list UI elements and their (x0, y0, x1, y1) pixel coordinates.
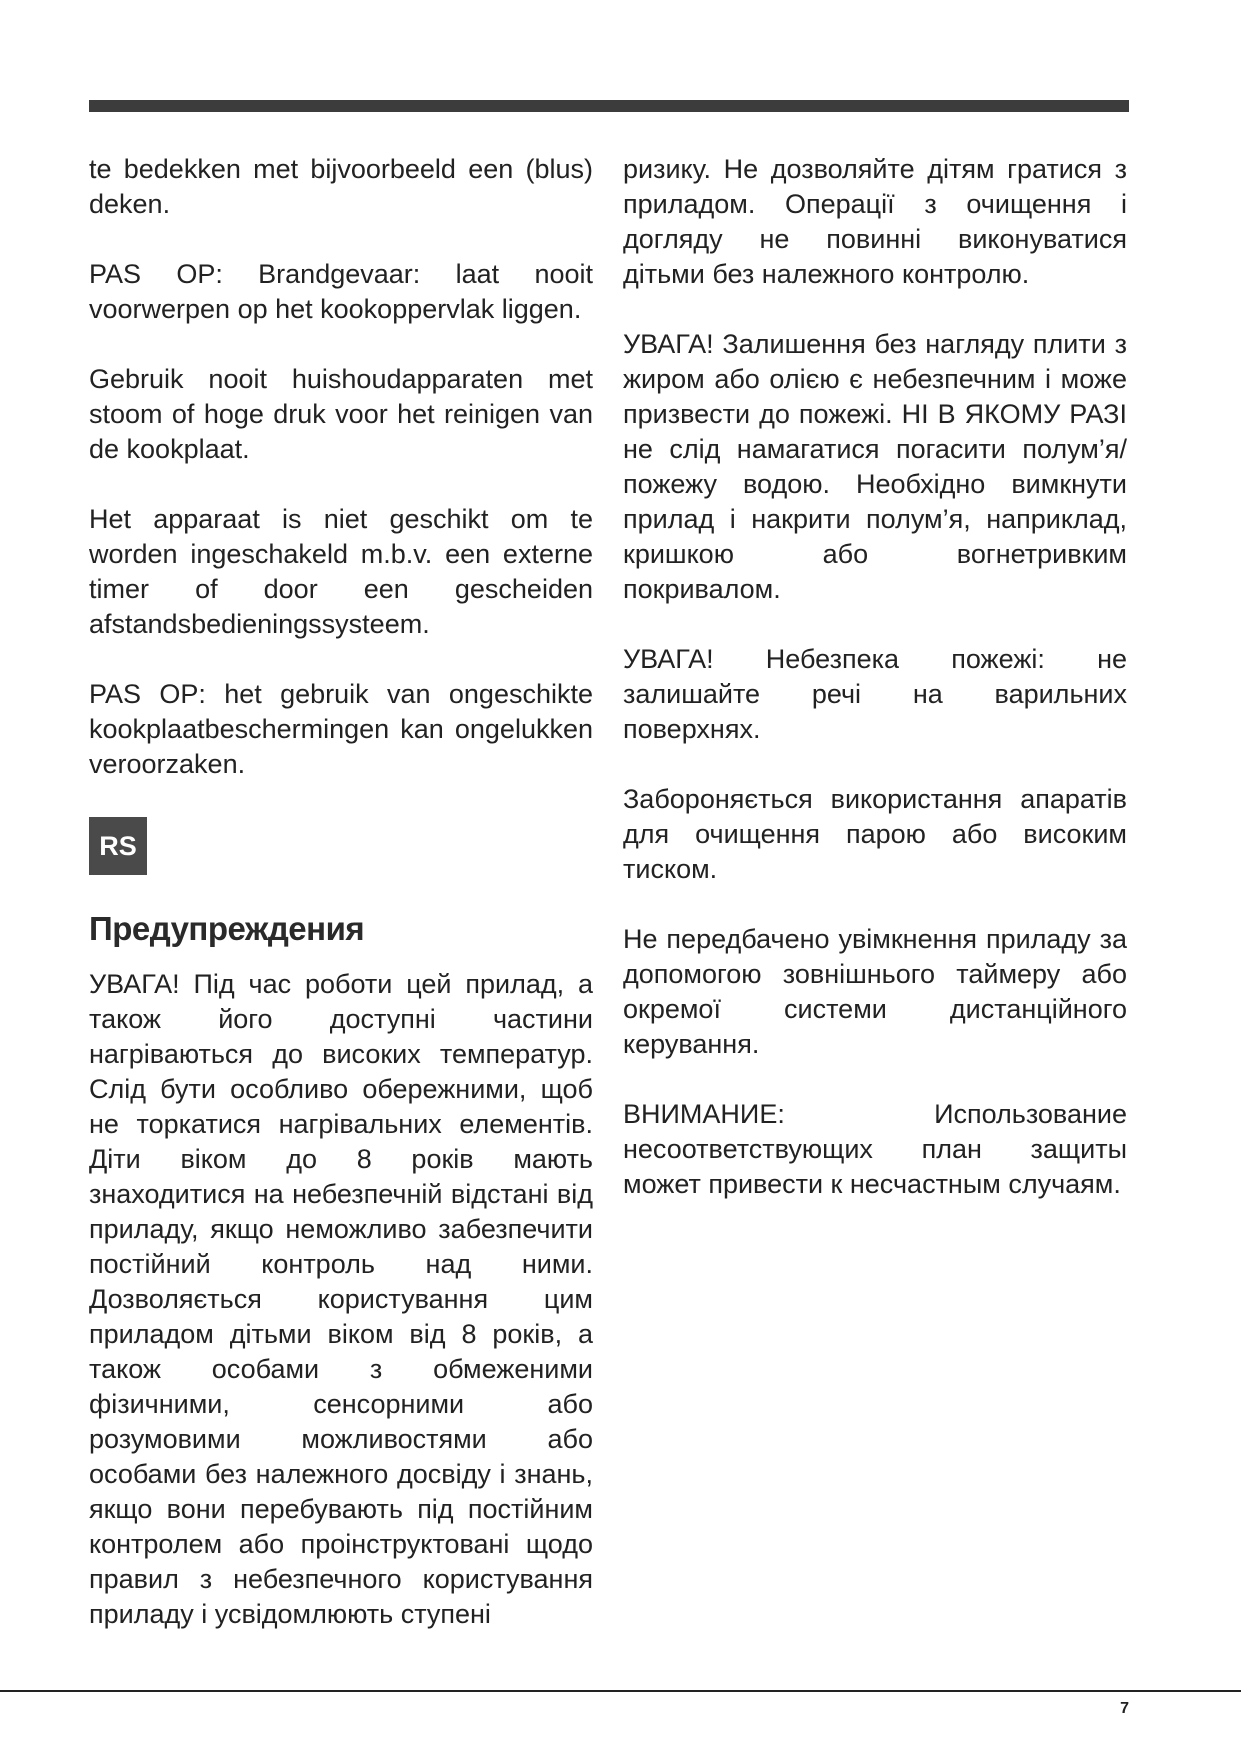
paragraph-nl-3: Gebruik nooit huishoudapparaten met stoom of hoge druk voor het reinigen van de kookplaat. (89, 364, 593, 464)
paragraph-right-4: Забороняється використання апаратів для очищення парою або високим тиском. (623, 784, 1127, 884)
paragraph-right-6: ВНИМАНИЕ: Использование несоответствующих план защиты может привести к несчастным случаям. (623, 1099, 1127, 1199)
top-rule (89, 100, 1129, 112)
language-badge: RS (89, 817, 147, 875)
section-heading: Предупреждения (89, 910, 365, 947)
paragraph-right-5: Не передбачено увімкнення приладу за допомогою зовнішнього таймеру або окремої системи дистанційного керування. (623, 924, 1127, 1059)
paragraph-nl-2: PAS OP: Brandgevaar: laat nooit voorwerpen op het kookoppervlak liggen. (89, 259, 593, 324)
right-column (623, 152, 1127, 1202)
left-column (89, 152, 593, 1632)
paragraph-nl-4: Het apparaat is niet geschikt om te worden ingeschakeld m.b.v. een externe timer of door een gescheiden afstandsbedieningssysteem. (89, 504, 593, 639)
paragraph-right-3: УВАГА! Небезпека пожежі: не залишайте речі на варильних поверхнях. (623, 644, 1127, 744)
bottom-rule (0, 1690, 1241, 1692)
paragraph-right-2: УВАГА! Залишення без нагляду плити з жиром або олією є небезпечним і може призвести до пожежі. НІ В ЯКОМУ РАЗІ не слід намагатися погасити полум’я/пожежу водою. Необхідно вимкнути прилад і накрити полум’я, наприклад, кришкою або вогнетривким покривалом. (623, 329, 1127, 604)
paragraph-nl-5: PAS OP: het gebruik van ongeschikte kookplaatbeschermingen kan ongelukken veroorzaken. (89, 679, 593, 779)
paragraph-right-1: ризику. Не дозволяйте дітям гратися з приладом. Операції з очищення і догляду не повинні виконуватися дітьми без належного контролю. (623, 154, 1127, 289)
paragraph-nl-1: te bedekken met bijvoorbeeld een (blus) deken. (89, 154, 593, 219)
page-number: 7 (1120, 1700, 1129, 1717)
paragraph-uk-warning: УВАГА! Під час роботи цей прилад, а також його доступні частини нагріваються до високих температур. Слід бути особливо обережними, щоб не торкатися нагрівальних елементів. Діти віком до 8 років мають знаходитися на небезпечній відстані від приладу, якщо неможливо забезпечити постійний контроль над ними. Дозволяється користування цим приладом дітьми віком від 8 років, а також особами з обмеженими фізичними, сенсорними або розумовими можливостями або особами без належного досвіду і знань, якщо вони перебувають під постійним контролем або проінструктовані щодо правил з небезпечного користування приладу і усвідомлюють ступені (89, 969, 593, 1629)
